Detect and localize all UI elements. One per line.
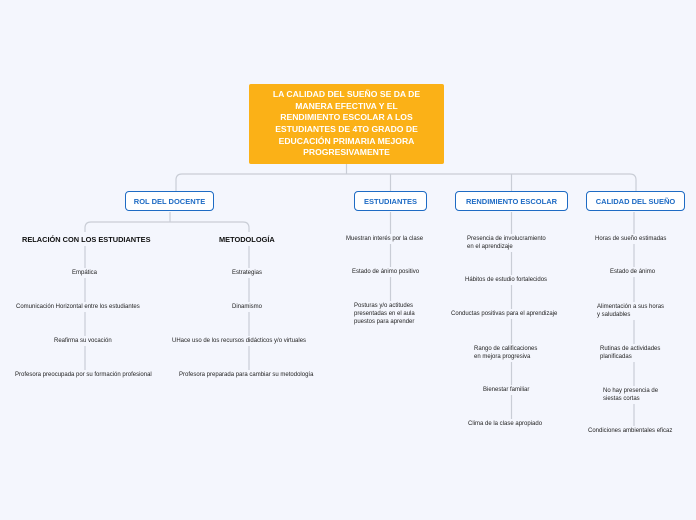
leaf-line: Hábitos de estudio fortalecidos [465, 277, 548, 283]
leaf-rendimiento[interactable] [483, 387, 529, 395]
leaf-line: presentadas en el aula [354, 310, 415, 317]
leaf-calidad[interactable] [588, 428, 672, 436]
leaf-estudiantes[interactable] [352, 269, 419, 277]
leaf-line: siestas cortas [603, 395, 640, 402]
leaf-relacion[interactable]: Profesora preocupada por su formación profesional [15, 372, 152, 378]
leaf-line: Alimentación a sus horas [597, 304, 665, 310]
leaf-line: Rutinas de actividades [600, 346, 661, 352]
central-topic-line: LA CALIDAD DEL SUEÑO SE DA DE [272, 89, 421, 100]
branch-rendimiento-escolar[interactable]: RENDIMIENTO ESCOLAR [455, 191, 568, 211]
central-topic-line: ESTUDIANTES DE 4TO GRADO DE [275, 124, 418, 134]
leaf-line: Clima de la clase apropiado [468, 421, 543, 427]
leaf-calidad[interactable] [595, 236, 666, 244]
central-topic-line: EDUCACIÓN PRIMARIA MEJORA [278, 135, 415, 146]
leaf-calidad[interactable] [603, 388, 658, 404]
central-topic-line: PROGRESIVAMENTE [303, 147, 390, 158]
central-topic[interactable] [249, 84, 444, 164]
leaf-line: planificadas [600, 353, 632, 360]
leaf-line: Posturas y/o actitudes [354, 303, 414, 309]
leaf-line: Condiciones ambientales eficaz [588, 428, 673, 434]
leaf-line: Presencia de involucramiento [467, 236, 546, 242]
branch-rol-del-docente[interactable]: ROL DEL DOCENTE [125, 191, 214, 211]
leaf-line: Bienestar familiar [483, 387, 530, 393]
leaf-line: Horas de sueño estimadas [595, 236, 667, 242]
leaf-metodologia[interactable]: UHace uso de los recursos didácticos y/o virtuales [172, 338, 307, 344]
central-topic-line: MANERA EFECTIVA Y EL [295, 100, 398, 111]
branch-estudiantes[interactable]: ESTUDIANTES [354, 191, 427, 211]
leaf-line: Muestran interés por la clase [346, 236, 424, 242]
leaf-metodologia[interactable]: Estrategias [232, 270, 263, 276]
leaf-line: Rango de calificaciones [474, 346, 538, 352]
leaf-line: y saludables [597, 311, 631, 318]
leaf-estudiantes[interactable] [346, 236, 423, 244]
leaf-line: en mejora progresiva [474, 353, 531, 360]
leaf-relacion[interactable]: Comunicación Horizontal entre los estudiantes [16, 304, 140, 310]
leaf-rendimiento[interactable] [474, 346, 537, 362]
leaf-relacion[interactable]: Reafirma su vocación [54, 338, 112, 344]
leaf-line: Estado de ánimo positivo [352, 269, 420, 275]
leaf-rendimiento[interactable] [451, 311, 557, 319]
leaf-metodologia[interactable]: Dinamismo [232, 304, 263, 310]
leaf-calidad[interactable] [600, 346, 660, 362]
leaf-metodologia[interactable]: Profesora preparada para cambiar su metodología [179, 372, 314, 378]
leaf-line: en el aprendizaje [467, 243, 513, 250]
leaf-rendimiento[interactable] [468, 421, 542, 429]
leaf-relacion[interactable]: Empática [72, 270, 98, 276]
leaf-rendimiento[interactable] [467, 236, 546, 252]
leaf-line: No hay presencia de [603, 388, 659, 394]
leaf-line: Conductas positivas para el aprendizaje [451, 311, 558, 317]
leaf-line: Estado de ánimo [610, 269, 656, 275]
branch-calidad-del-sueno[interactable]: CALIDAD DEL SUEÑO [586, 191, 685, 211]
central-topic-line: RENDIMIENTO ESCOLAR A LOS [280, 112, 413, 123]
subtopic-metodologia[interactable]: METODOLOGÍA [219, 235, 275, 244]
leaf-estudiantes[interactable] [354, 303, 415, 326]
leaf-calidad[interactable] [597, 304, 664, 320]
leaf-calidad[interactable] [610, 269, 655, 277]
leaf-line: puestos para aprender [354, 318, 415, 325]
subtopic-relacion-estudiantes[interactable]: RELACIÓN CON LOS ESTUDIANTES [22, 235, 151, 244]
leaf-rendimiento[interactable] [465, 277, 547, 285]
